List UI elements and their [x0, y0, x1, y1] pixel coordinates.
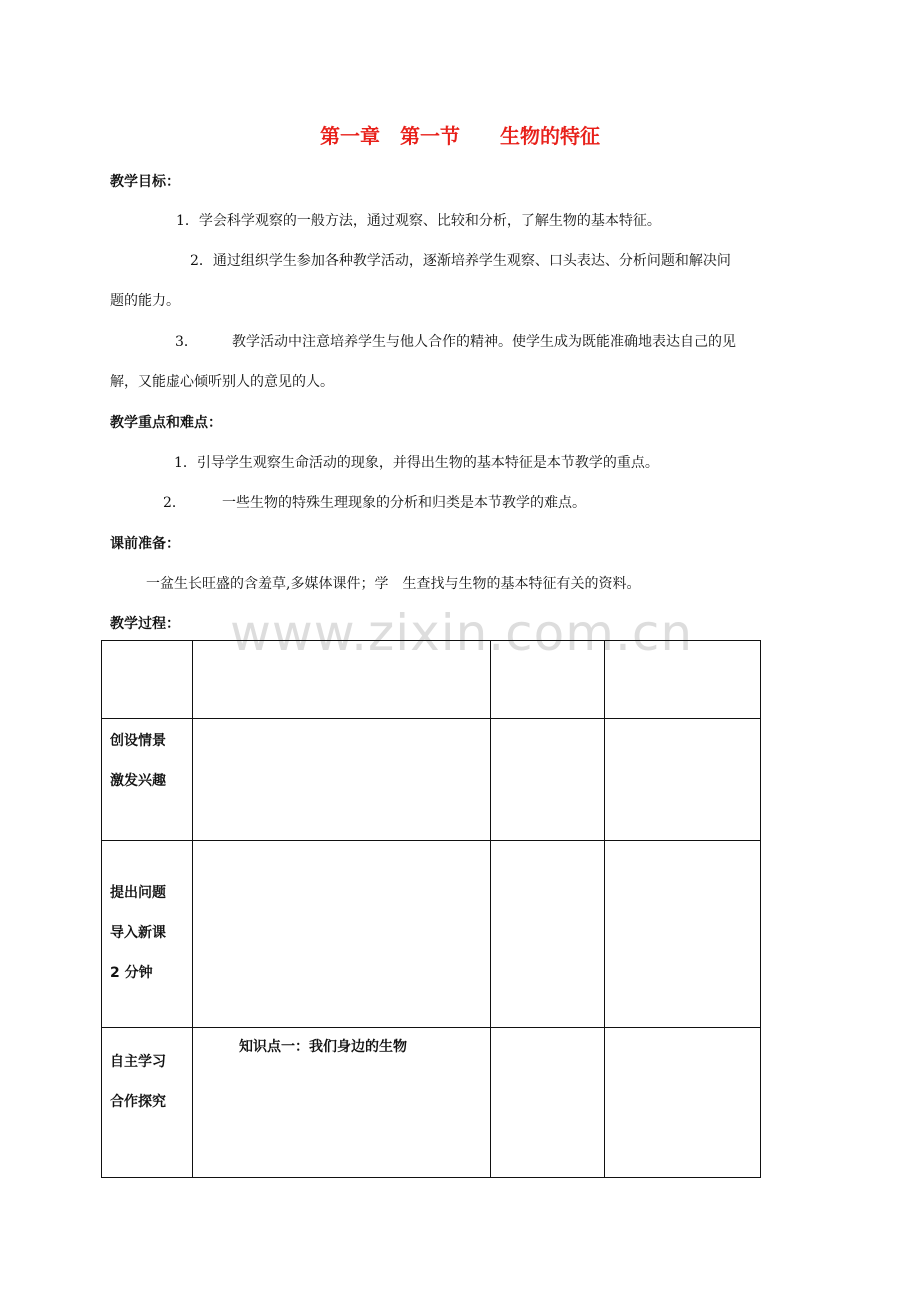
watermark: www.zixin.com.cn — [230, 604, 694, 662]
content-cell — [193, 841, 491, 1028]
knowledge-point-title: 知识点一：我们身边的生物 — [239, 1039, 407, 1055]
stage-line: 合作探究 — [110, 1094, 166, 1110]
key-point-1: 1．引导学生观察生命活动的现象，并得出生物的基本特征是本节教学的重点。 — [174, 455, 659, 471]
table-cell — [491, 641, 605, 719]
content-cell — [193, 719, 491, 841]
objective-2-line-1: 2．通过组织学生参加各种教学活动，逐渐培养学生观察、口头表达、分析问题和解决问 — [190, 253, 731, 269]
table-cell — [491, 1028, 605, 1178]
stage-cell — [102, 841, 193, 1028]
stage-cell — [102, 1028, 193, 1178]
table-cell — [605, 1028, 761, 1178]
stage-cell — [102, 719, 193, 841]
table-row — [102, 641, 761, 719]
objective-3-line-1: 教学活动中注意培养学生与他人合作的精神。使学生成为既能准确地表达自己的见 — [232, 334, 736, 350]
objective-2-line-2: 题的能力。 — [110, 293, 180, 309]
process-heading: 教学过程： — [110, 616, 180, 632]
preparation-heading: 课前准备： — [110, 536, 180, 552]
stage-line: 提出问题 — [110, 885, 166, 901]
table-cell — [605, 641, 761, 719]
stage-line: 激发兴趣 — [110, 773, 166, 789]
table-cell — [605, 841, 761, 1028]
objectives-heading: 教学目标： — [110, 174, 180, 190]
process-table — [101, 640, 761, 1178]
table-row — [102, 841, 761, 1028]
table-cell — [491, 719, 605, 841]
stage-line: 2 分钟 — [110, 965, 153, 981]
key-point-2-number: 2． — [163, 495, 186, 511]
key-point-2-text: 一些生物的特殊生理现象的分析和归类是本节教学的难点。 — [222, 495, 586, 511]
content-cell — [193, 641, 491, 719]
key-points-heading: 教学重点和难点： — [110, 415, 222, 431]
table-cell — [605, 719, 761, 841]
page-title: 第一章 第一节 生物的特征 — [320, 124, 600, 148]
stage-line: 导入新课 — [110, 925, 166, 941]
stage-line: 自主学习 — [110, 1054, 166, 1070]
preparation-text: 一盆生长旺盛的含羞草,多媒体课件；学 生查找与生物的基本特征有关的资料。 — [146, 576, 641, 592]
table-row — [102, 719, 761, 841]
table-row — [102, 1028, 761, 1178]
stage-cell — [102, 641, 193, 719]
stage-line: 创设情景 — [110, 733, 166, 749]
objective-3-number: 3． — [175, 334, 198, 350]
table-cell — [491, 841, 605, 1028]
objective-1: 1．学会科学观察的一般方法，通过观察、比较和分析，了解生物的基本特征。 — [176, 213, 661, 229]
objective-3-line-2: 解，又能虚心倾听别人的意见的人。 — [110, 374, 334, 390]
content-cell — [193, 1028, 491, 1178]
